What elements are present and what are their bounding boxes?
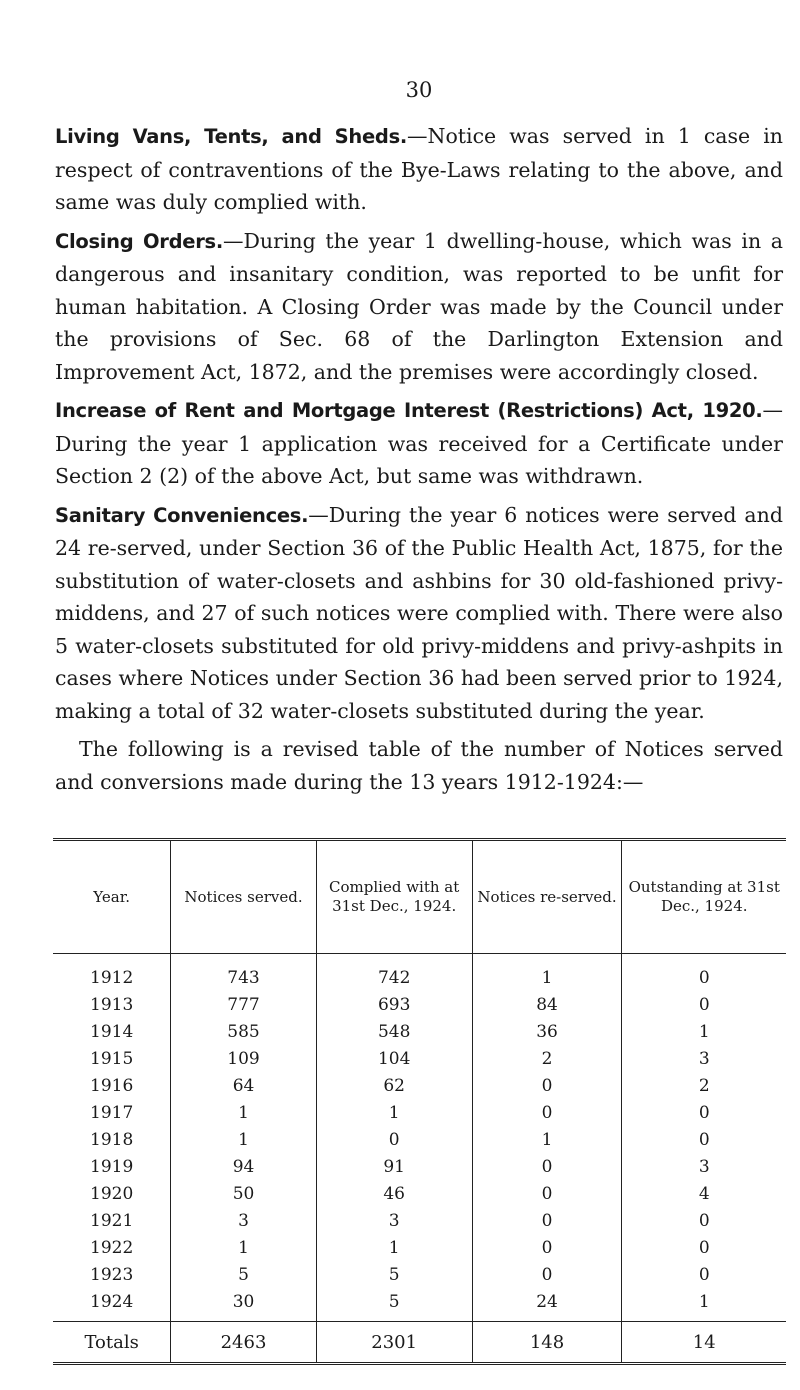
paragraph-sanitary-conveniences <box>55 499 783 728</box>
table-row <box>53 1126 786 1153</box>
totals-outstanding: 14 <box>622 1322 786 1364</box>
totals-label: Totals <box>53 1322 171 1364</box>
paragraph-text: —During the year 1 dwelling-house, which was in a dangerous and insanitary condition, was reported to be unfit for human habitation. A Closing Order was made by the Council under the provisions of Sec. 68 of the Darlington Extension and Improvement Act, 1872, and the premises were accordingly closed. <box>55 228 784 384</box>
cell-notices-served: 50 <box>171 1180 316 1207</box>
cell-year: 1917 <box>90 1102 134 1123</box>
paragraph-heading: Living Vans, Tents, and Sheds. <box>55 125 407 148</box>
cell-outstanding: 0 <box>622 1234 786 1261</box>
cell-year: 1922 <box>90 1237 134 1258</box>
cell-year: 1918 <box>90 1129 134 1150</box>
notices-table <box>53 838 786 1365</box>
cell-year: 1912 <box>90 967 134 988</box>
cell-notices-served: 743 <box>171 954 316 992</box>
totals-complied: 2301 <box>316 1322 472 1364</box>
cell-complied: 104 <box>316 1045 472 1072</box>
cell-complied: 548 <box>316 1018 472 1045</box>
table-header-row <box>53 840 786 954</box>
cell-complied: 0 <box>316 1126 472 1153</box>
cell-year: 1915 <box>90 1048 134 1069</box>
cell-re-served: 1 <box>472 1126 622 1153</box>
cell-outstanding: 4 <box>622 1180 786 1207</box>
cell-complied: 693 <box>316 991 472 1018</box>
cell-complied: 91 <box>316 1153 472 1180</box>
header-outstanding: Outstanding at 31st Dec., 1924. <box>622 840 786 954</box>
cell-re-served: 84 <box>472 991 622 1018</box>
cell-outstanding: 0 <box>622 991 786 1018</box>
cell-outstanding: 2 <box>622 1072 786 1099</box>
paragraph-closing-orders <box>55 225 783 389</box>
cell-year: 1920 <box>90 1183 134 1204</box>
cell-re-served: 0 <box>472 1261 622 1288</box>
cell-notices-served: 3 <box>171 1207 316 1234</box>
cell-complied: 46 <box>316 1180 472 1207</box>
table-row <box>53 1099 786 1126</box>
paragraph-heading: Sanitary Conveniences. <box>55 503 309 527</box>
table-row <box>53 954 786 992</box>
cell-re-served: 0 <box>472 1207 622 1234</box>
header-year: Year. <box>53 840 171 954</box>
cell-notices-served: 5 <box>171 1261 316 1288</box>
cell-complied: 62 <box>316 1072 472 1099</box>
cell-re-served: 24 <box>472 1288 622 1322</box>
paragraph-text: —During the year 1 application was received for a Certificate under Section 2 (2) of the above Act, but same was withdrawn. <box>55 398 783 488</box>
cell-outstanding: 3 <box>622 1153 786 1180</box>
cell-year: 1923 <box>90 1264 134 1285</box>
paragraph-heading: Increase of Rent and Mortgage Interest (Restrictions) Act, 1920. <box>55 399 763 422</box>
cell-notices-served: 1 <box>171 1126 316 1153</box>
header-complied: Complied with at 31st Dec., 1924. <box>316 840 472 954</box>
cell-complied: 742 <box>316 954 472 992</box>
cell-notices-served: 1 <box>171 1234 316 1261</box>
cell-notices-served: 109 <box>171 1045 316 1072</box>
cell-complied: 1 <box>316 1234 472 1261</box>
cell-notices-served: 585 <box>171 1018 316 1045</box>
totals-re-served: 148 <box>472 1322 622 1364</box>
cell-complied: 1 <box>316 1099 472 1126</box>
cell-re-served: 2 <box>472 1045 622 1072</box>
cell-re-served: 0 <box>472 1180 622 1207</box>
cell-notices-served: 94 <box>171 1153 316 1180</box>
table-row <box>53 1045 786 1072</box>
table-row <box>53 1153 786 1180</box>
totals-served: 2463 <box>171 1322 316 1364</box>
totals-row <box>53 1322 786 1364</box>
table-row <box>53 1288 786 1322</box>
cell-re-served: 0 <box>472 1099 622 1126</box>
cell-year: 1924 <box>90 1291 134 1312</box>
table-row <box>53 991 786 1018</box>
cell-outstanding: 0 <box>622 1126 786 1153</box>
paragraph-living-vans <box>55 120 783 219</box>
page-number: 30 <box>405 78 433 102</box>
paragraph-text: —Notice was served in 1 case in respect of contraventions of the Bye-Laws relating to the above, and same was duly complied with. <box>55 124 783 214</box>
table-row <box>53 1180 786 1207</box>
cell-year: 1921 <box>90 1210 134 1231</box>
cell-outstanding: 0 <box>622 1261 786 1288</box>
cell-re-served: 1 <box>472 954 622 992</box>
table-row <box>53 1234 786 1261</box>
cell-re-served: 0 <box>472 1234 622 1261</box>
cell-outstanding: 0 <box>622 1207 786 1234</box>
cell-notices-served: 1 <box>171 1099 316 1126</box>
cell-outstanding: 3 <box>622 1045 786 1072</box>
cell-notices-served: 64 <box>171 1072 316 1099</box>
cell-outstanding: 1 <box>622 1018 786 1045</box>
cell-year: 1913 <box>90 994 134 1015</box>
cell-year: 1916 <box>90 1075 134 1096</box>
cell-outstanding: 0 <box>622 1099 786 1126</box>
table-intro: The following is a revised table of the number of Notices served and conversions made during the 13 years 1912-1924:— <box>55 737 783 794</box>
table-row <box>53 1207 786 1234</box>
cell-complied: 5 <box>316 1288 472 1322</box>
cell-re-served: 0 <box>472 1072 622 1099</box>
table-row <box>53 1018 786 1045</box>
cell-complied: 3 <box>316 1207 472 1234</box>
header-notices-served: Notices served. <box>171 840 316 954</box>
cell-re-served: 36 <box>472 1018 622 1045</box>
cell-notices-served: 777 <box>171 991 316 1018</box>
table-row <box>53 1261 786 1288</box>
cell-complied: 5 <box>316 1261 472 1288</box>
paragraph-text: —During the year 6 notices were served and 24 re-served, under Section 36 of the Public Health Act, 1875, for the substitution of water-closets and ashbins for 30 old-fashioned privy-middens, and 27 of such notices were complied with. There were also 5 water-closets substituted for old privy-middens and privy-ashpits in cases where Notices under Section 36 had been served prior to 1924, making a total of 32 water-closets substituted during the year. <box>55 502 783 723</box>
paragraph-rent-act <box>55 394 783 493</box>
table-row <box>53 1072 786 1099</box>
cell-notices-served: 30 <box>171 1288 316 1322</box>
cell-year: 1914 <box>90 1021 134 1042</box>
header-re-served: Notices re-served. <box>472 840 622 954</box>
cell-year: 1919 <box>90 1156 134 1177</box>
cell-outstanding: 0 <box>622 954 786 992</box>
paragraph-heading: Closing Orders. <box>55 229 223 253</box>
cell-outstanding: 1 <box>622 1288 786 1322</box>
cell-re-served: 0 <box>472 1153 622 1180</box>
document-page <box>55 78 783 1365</box>
